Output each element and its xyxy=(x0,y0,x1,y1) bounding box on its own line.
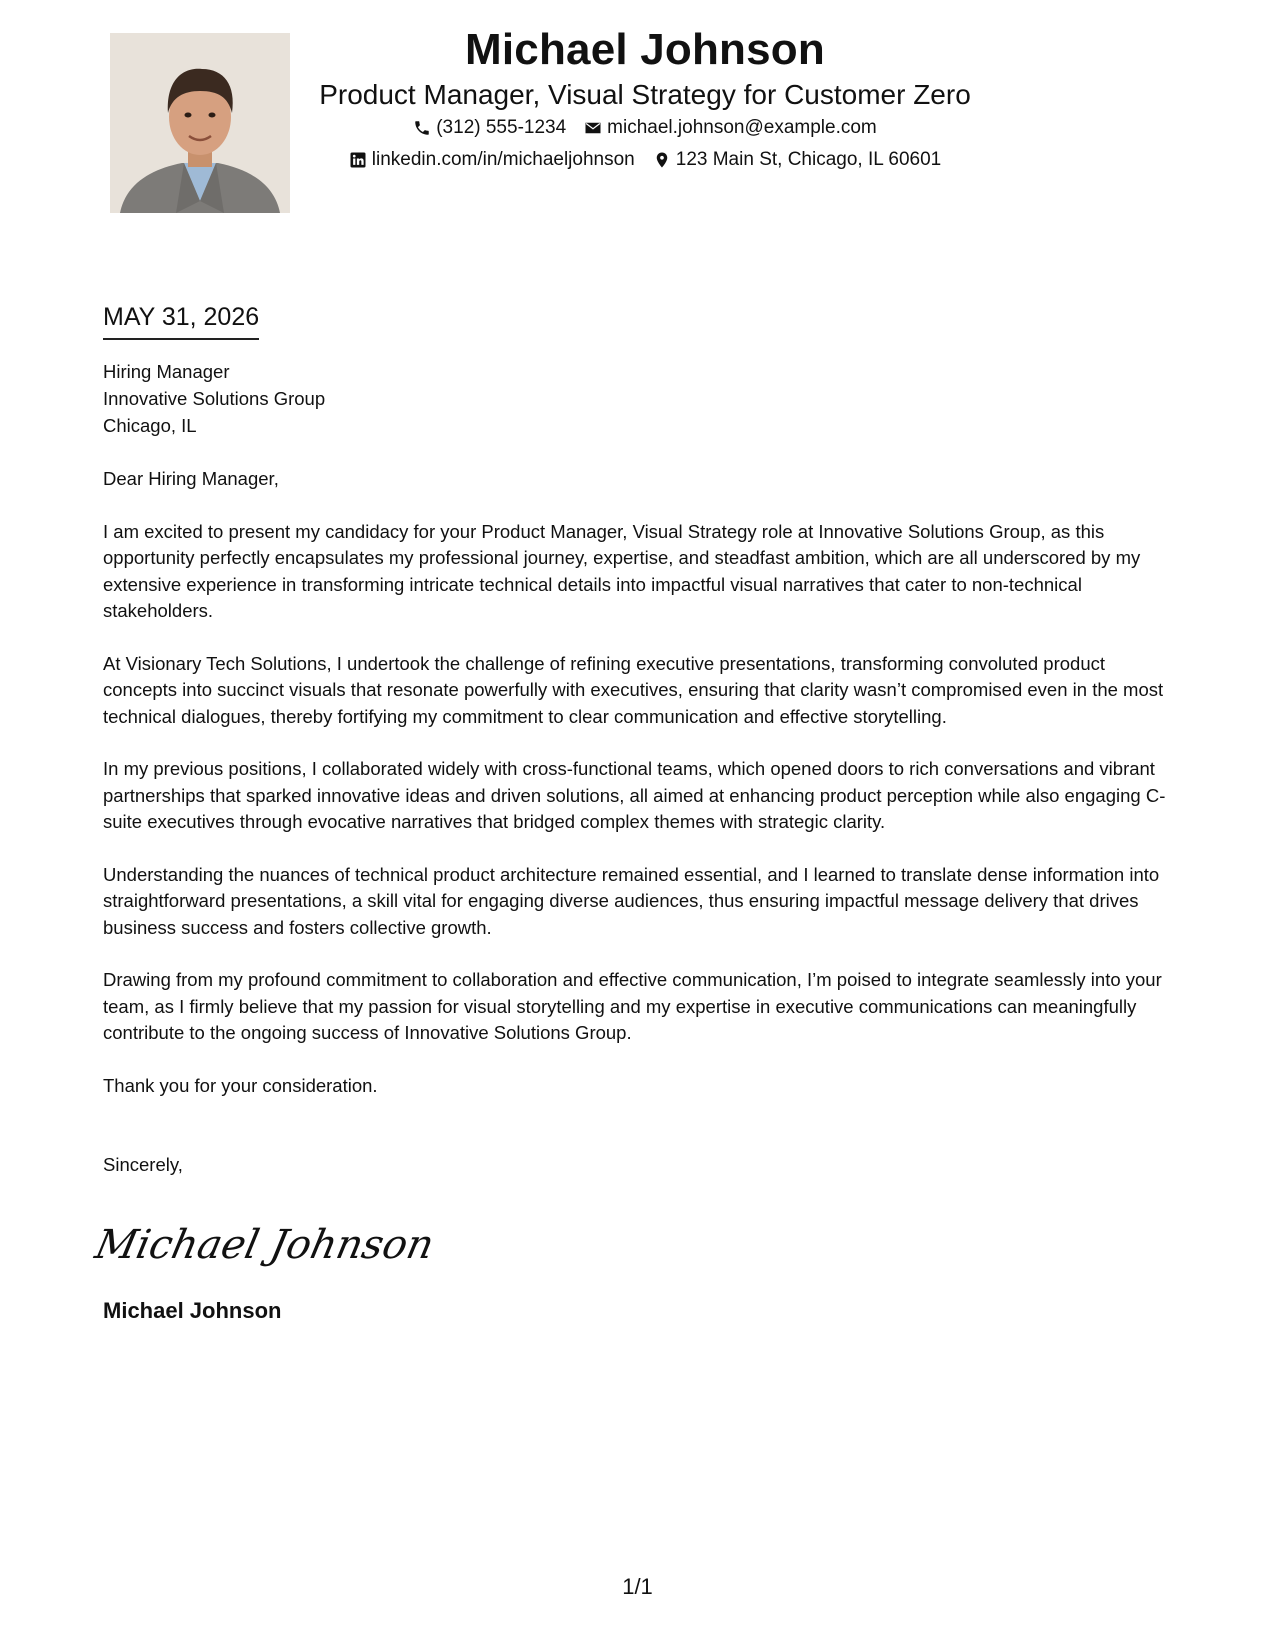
letter-body xyxy=(103,466,1178,1125)
phone-contact[interactable] xyxy=(413,112,566,144)
address-text: 123 Main St, Chicago, IL 60601 xyxy=(675,149,942,170)
letter-date: MAY 31, 2026 xyxy=(103,300,259,340)
svg-text:Michael Johnson: Michael Johnson xyxy=(91,1220,439,1268)
applicant-name: Michael Johnson xyxy=(465,25,825,74)
map-marker-icon xyxy=(653,151,671,169)
email-text: michael.johnson@example.com xyxy=(607,117,877,138)
job-title: Product Manager, Visual Strategy for Customer Zero xyxy=(319,79,971,110)
body-paragraph: I am excited to present my candidacy for your Product Manager, Visual Strategy role at Innovative Solutions Group, as this opportunity perfectly encapsulates my professional journey, expertise, and steadfast ambition, which are all underscored by my extensive experience in transforming intricate technical details into impactful visual narratives that cater to non-technical stakeholders. xyxy=(103,520,1141,621)
body-paragraph: At Visionary Tech Solutions, I undertook the challenge of refining executive presentations, transforming convoluted product concepts into succinct visuals that resonate powerfully with executives, ensuring that clarity wasn’t compromised even in the most technical dialogues, thereby fortifying my commitment to clear communication and effective storytelling. xyxy=(103,652,1164,727)
body-paragraph: Drawing from my profound commitment to collaboration and effective communication, I’m poised to integrate seamlessly into your team, as I firmly believe that my passion for visual storytelling and my expertise in executive communications can meaningfully contribute to the ongoing success of Innovative Solutions Group. xyxy=(103,969,1162,1043)
phone-text: (312) 555-1234 xyxy=(436,117,567,138)
profile-photo xyxy=(110,33,290,213)
recipient-company: Innovative Solutions Group xyxy=(103,388,326,409)
page-indicator: 1/1 xyxy=(622,1574,653,1599)
signed-name: Michael Johnson xyxy=(103,1298,282,1323)
linkedin-text: linkedin.com/in/michaeljohnson xyxy=(371,149,635,170)
contact-row-2 xyxy=(290,144,1000,176)
body-paragraph: Understanding the nuances of technical product architecture remained essential, and I learned to translate dense information into straightforward presentations, a skill vital for engaging diverse audiences, thus ensuring impactful message delivery that drives business success and fosters collective growth. xyxy=(103,863,1160,938)
linkedin-contact[interactable] xyxy=(349,144,635,176)
contact-row-1 xyxy=(290,112,1000,144)
email-contact[interactable] xyxy=(584,112,877,144)
letterhead xyxy=(290,22,1000,176)
phone-icon xyxy=(413,119,431,137)
thanks-line: Thank you for your consideration. xyxy=(103,1074,378,1096)
body-paragraph: In my previous positions, I collaborated widely with cross-functional teams, which opened doors to rich conversations and vibrant partnerships that sparked innovative ideas and driven solutions, all aimed at enhancing product perception while also engaging C-suite executives through evocative narratives that bridged complex themes with strategic clarity. xyxy=(103,758,1166,832)
recipient-location: Chicago, IL xyxy=(103,415,197,436)
linkedin-icon xyxy=(349,151,367,169)
salutation: Dear Hiring Manager, xyxy=(103,468,279,489)
closing: Sincerely, xyxy=(103,1154,183,1175)
signature xyxy=(91,1208,439,1283)
address-contact xyxy=(653,144,941,176)
recipient-line: Hiring Manager xyxy=(103,361,230,382)
recipient-block xyxy=(103,358,325,439)
envelope-icon xyxy=(584,119,602,137)
